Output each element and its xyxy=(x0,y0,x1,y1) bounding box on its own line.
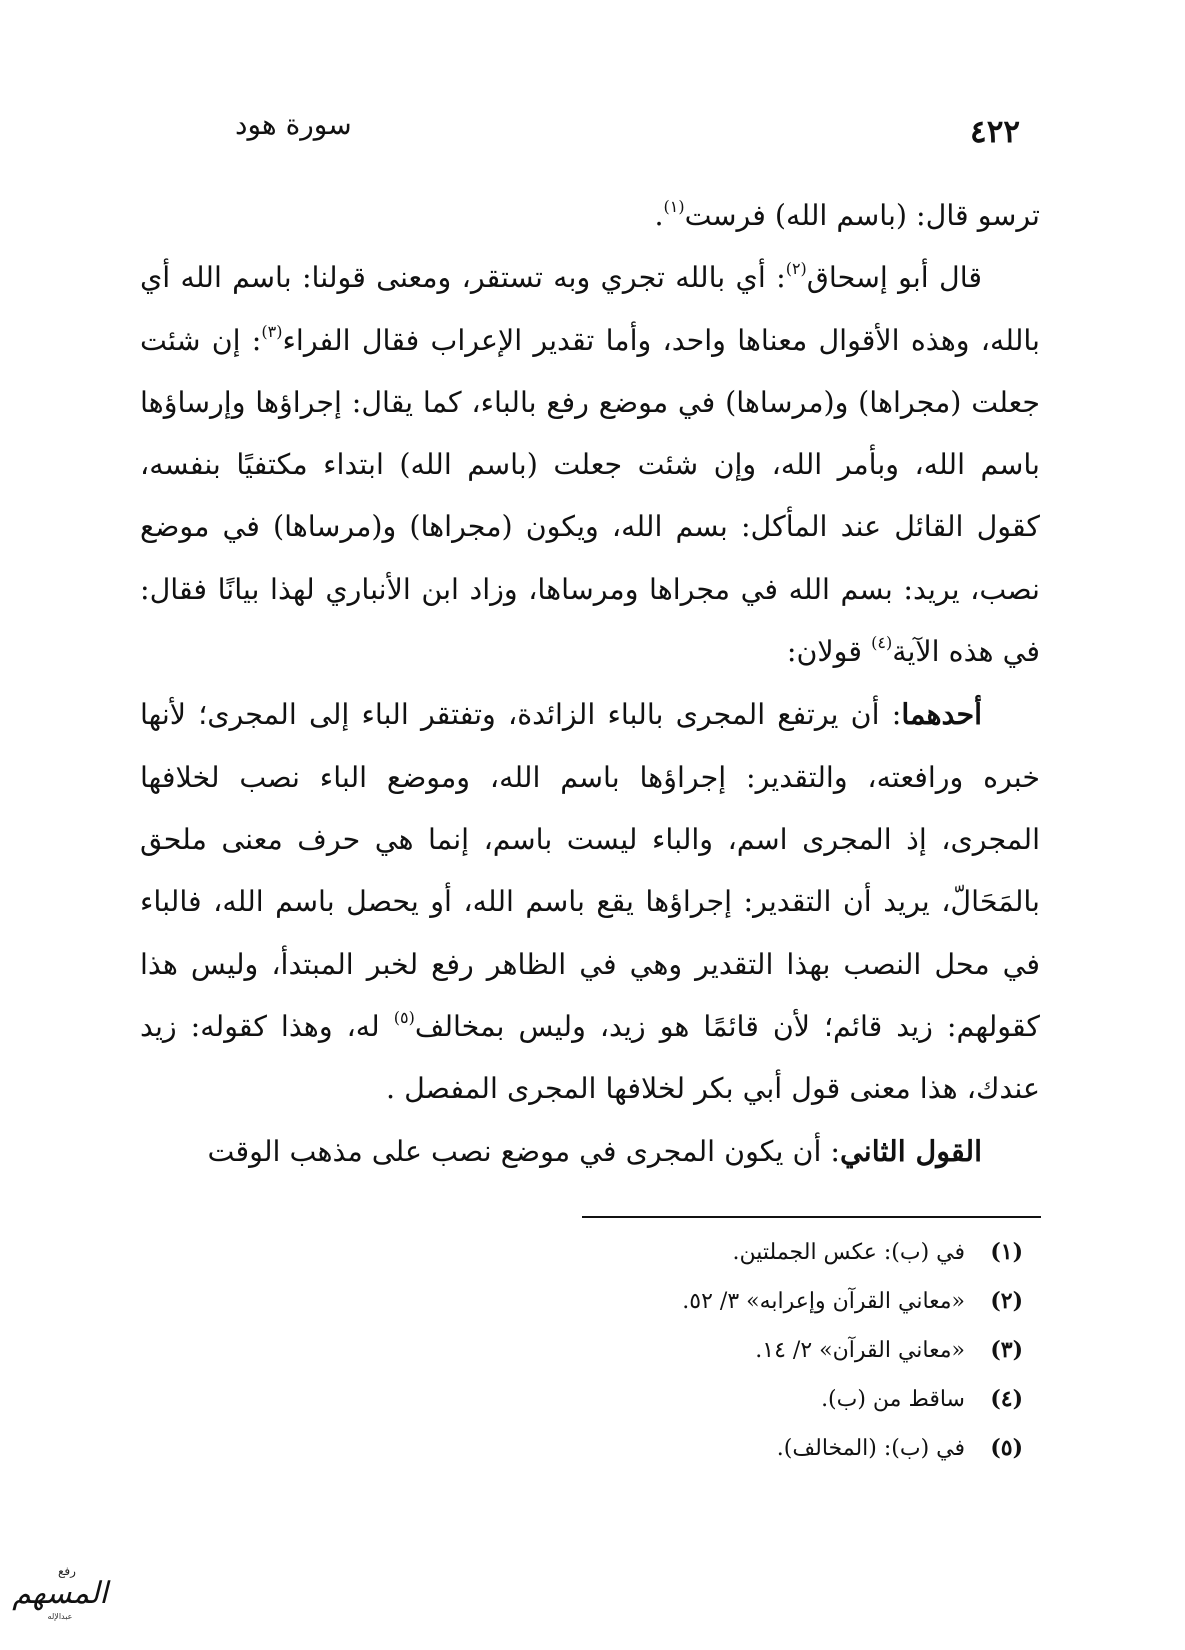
p3-heading: أحدهما xyxy=(901,697,982,732)
footnote-ref-1: (١) xyxy=(663,197,685,216)
p1-text: ترسو قال: (باسم الله) فرست xyxy=(684,199,1040,232)
surah-name: سورة هود xyxy=(235,108,352,141)
seal-main-text: المسهم xyxy=(12,1576,108,1611)
p3-b: له، وهذا كقوله: زيد عندك، هذا معنى قول أبي بكر لخلافها المجرى المفصل . xyxy=(140,1009,1040,1106)
p3-a: : أن يرتفع المجرى بالباء الزائدة، وتفتقر الباء إلى المجرى؛ لأنها خبره ورافعته، والتقدير: إجراؤها باسم الله، وموضع الباء نصب لخلافها المجرى، إذ المجرى اسم، والباء ليست باسم، إنما هي حرف معنى ملحق بالمَحَالّ، يريد أن التقدير: إجراؤها يقع باسم الله، أو يحصل باسم الله، فالباء في محل النصب بهذا التقدير وهي في الظاهر رفع لخبر المبتدأ، وليس هذا كقولهم: زيد قائم؛ لأن قائمًا هو زيد، وليس بمخالف xyxy=(140,698,1040,1043)
footnote-number: (٥) xyxy=(990,1435,1023,1461)
seal-logo xyxy=(5,1555,115,1625)
p2-d: قولان: xyxy=(786,635,872,669)
footnotes xyxy=(300,1228,1023,1473)
footnote-ref-5: (٥) xyxy=(393,1007,415,1027)
footnote-3 xyxy=(300,1326,1023,1375)
footnote-5 xyxy=(300,1424,1023,1473)
footnote-4 xyxy=(300,1375,1023,1424)
p4-a: : أن يكون المجرى في موضع نصب على مذهب الوقت xyxy=(207,1135,841,1169)
footnote-number: (١) xyxy=(990,1239,1023,1265)
footnote-ref-3: (٣) xyxy=(261,321,283,341)
footnote-number: (٤) xyxy=(990,1386,1023,1412)
footnote-number: (٢) xyxy=(990,1288,1023,1314)
footnote-text: ساقط من (ب). xyxy=(821,1387,965,1412)
seal-small-text: عبدالإله xyxy=(47,1612,73,1621)
footnote-ref-4: (٤) xyxy=(871,633,893,653)
paragraph-3 xyxy=(140,683,1040,1120)
footnote-text: في (ب): (المخالف). xyxy=(776,1436,965,1461)
footnote-text: في (ب): عكس الجملتين. xyxy=(732,1240,965,1265)
footnote-2 xyxy=(300,1277,1023,1326)
p2-b: : أي بالله تجري وبه تستقر، ومعنى قولنا: باسم الله أي بالله، وهذه الأقوال معناها واحد، وأما تقدير الإعراب فقال الفراء xyxy=(140,261,1040,357)
page-header xyxy=(165,108,1020,158)
main-text xyxy=(140,185,1040,1184)
p2-a: قال أبو إسحاق xyxy=(806,261,983,295)
footnote-1 xyxy=(300,1228,1023,1277)
p2-c: : إن شئت جعلت (مجراها) و(مرساها) في موضع رفع بالباء، كما يقال: إجراؤها وإرساؤها باسم الله، وبأمر الله، وإن شئت جعلت (باسم الله) ابتداء مكتفيًا بنفسه، كقول القائل عند المأكل: بسم الله، ويكون (مجراها) و(مرساها) في موضع نصب، يريد: بسم الله في مجراها ومرساها، وزاد ابن الأنباري لهذا بيانًا فقال: في هذه الآية xyxy=(140,323,1040,669)
paragraph-1 xyxy=(140,185,1040,247)
p4-heading: القول الثاني xyxy=(840,1134,982,1169)
footnote-text: «معاني القرآن وإعرابه» ٣/ ٥٢. xyxy=(682,1289,965,1314)
footnote-text: «معاني القرآن» ٢/ ١٤. xyxy=(755,1338,965,1363)
paragraph-2 xyxy=(140,247,1040,683)
seal-top-text: رفع xyxy=(58,1564,76,1578)
footnote-ref-2: (٢) xyxy=(785,259,807,279)
p1-tail: . xyxy=(654,199,664,232)
page-number: ٤٢٢ xyxy=(970,114,1020,150)
footnote-divider xyxy=(582,1216,1041,1218)
footnote-number: (٣) xyxy=(990,1337,1023,1363)
paragraph-4 xyxy=(140,1120,1040,1183)
